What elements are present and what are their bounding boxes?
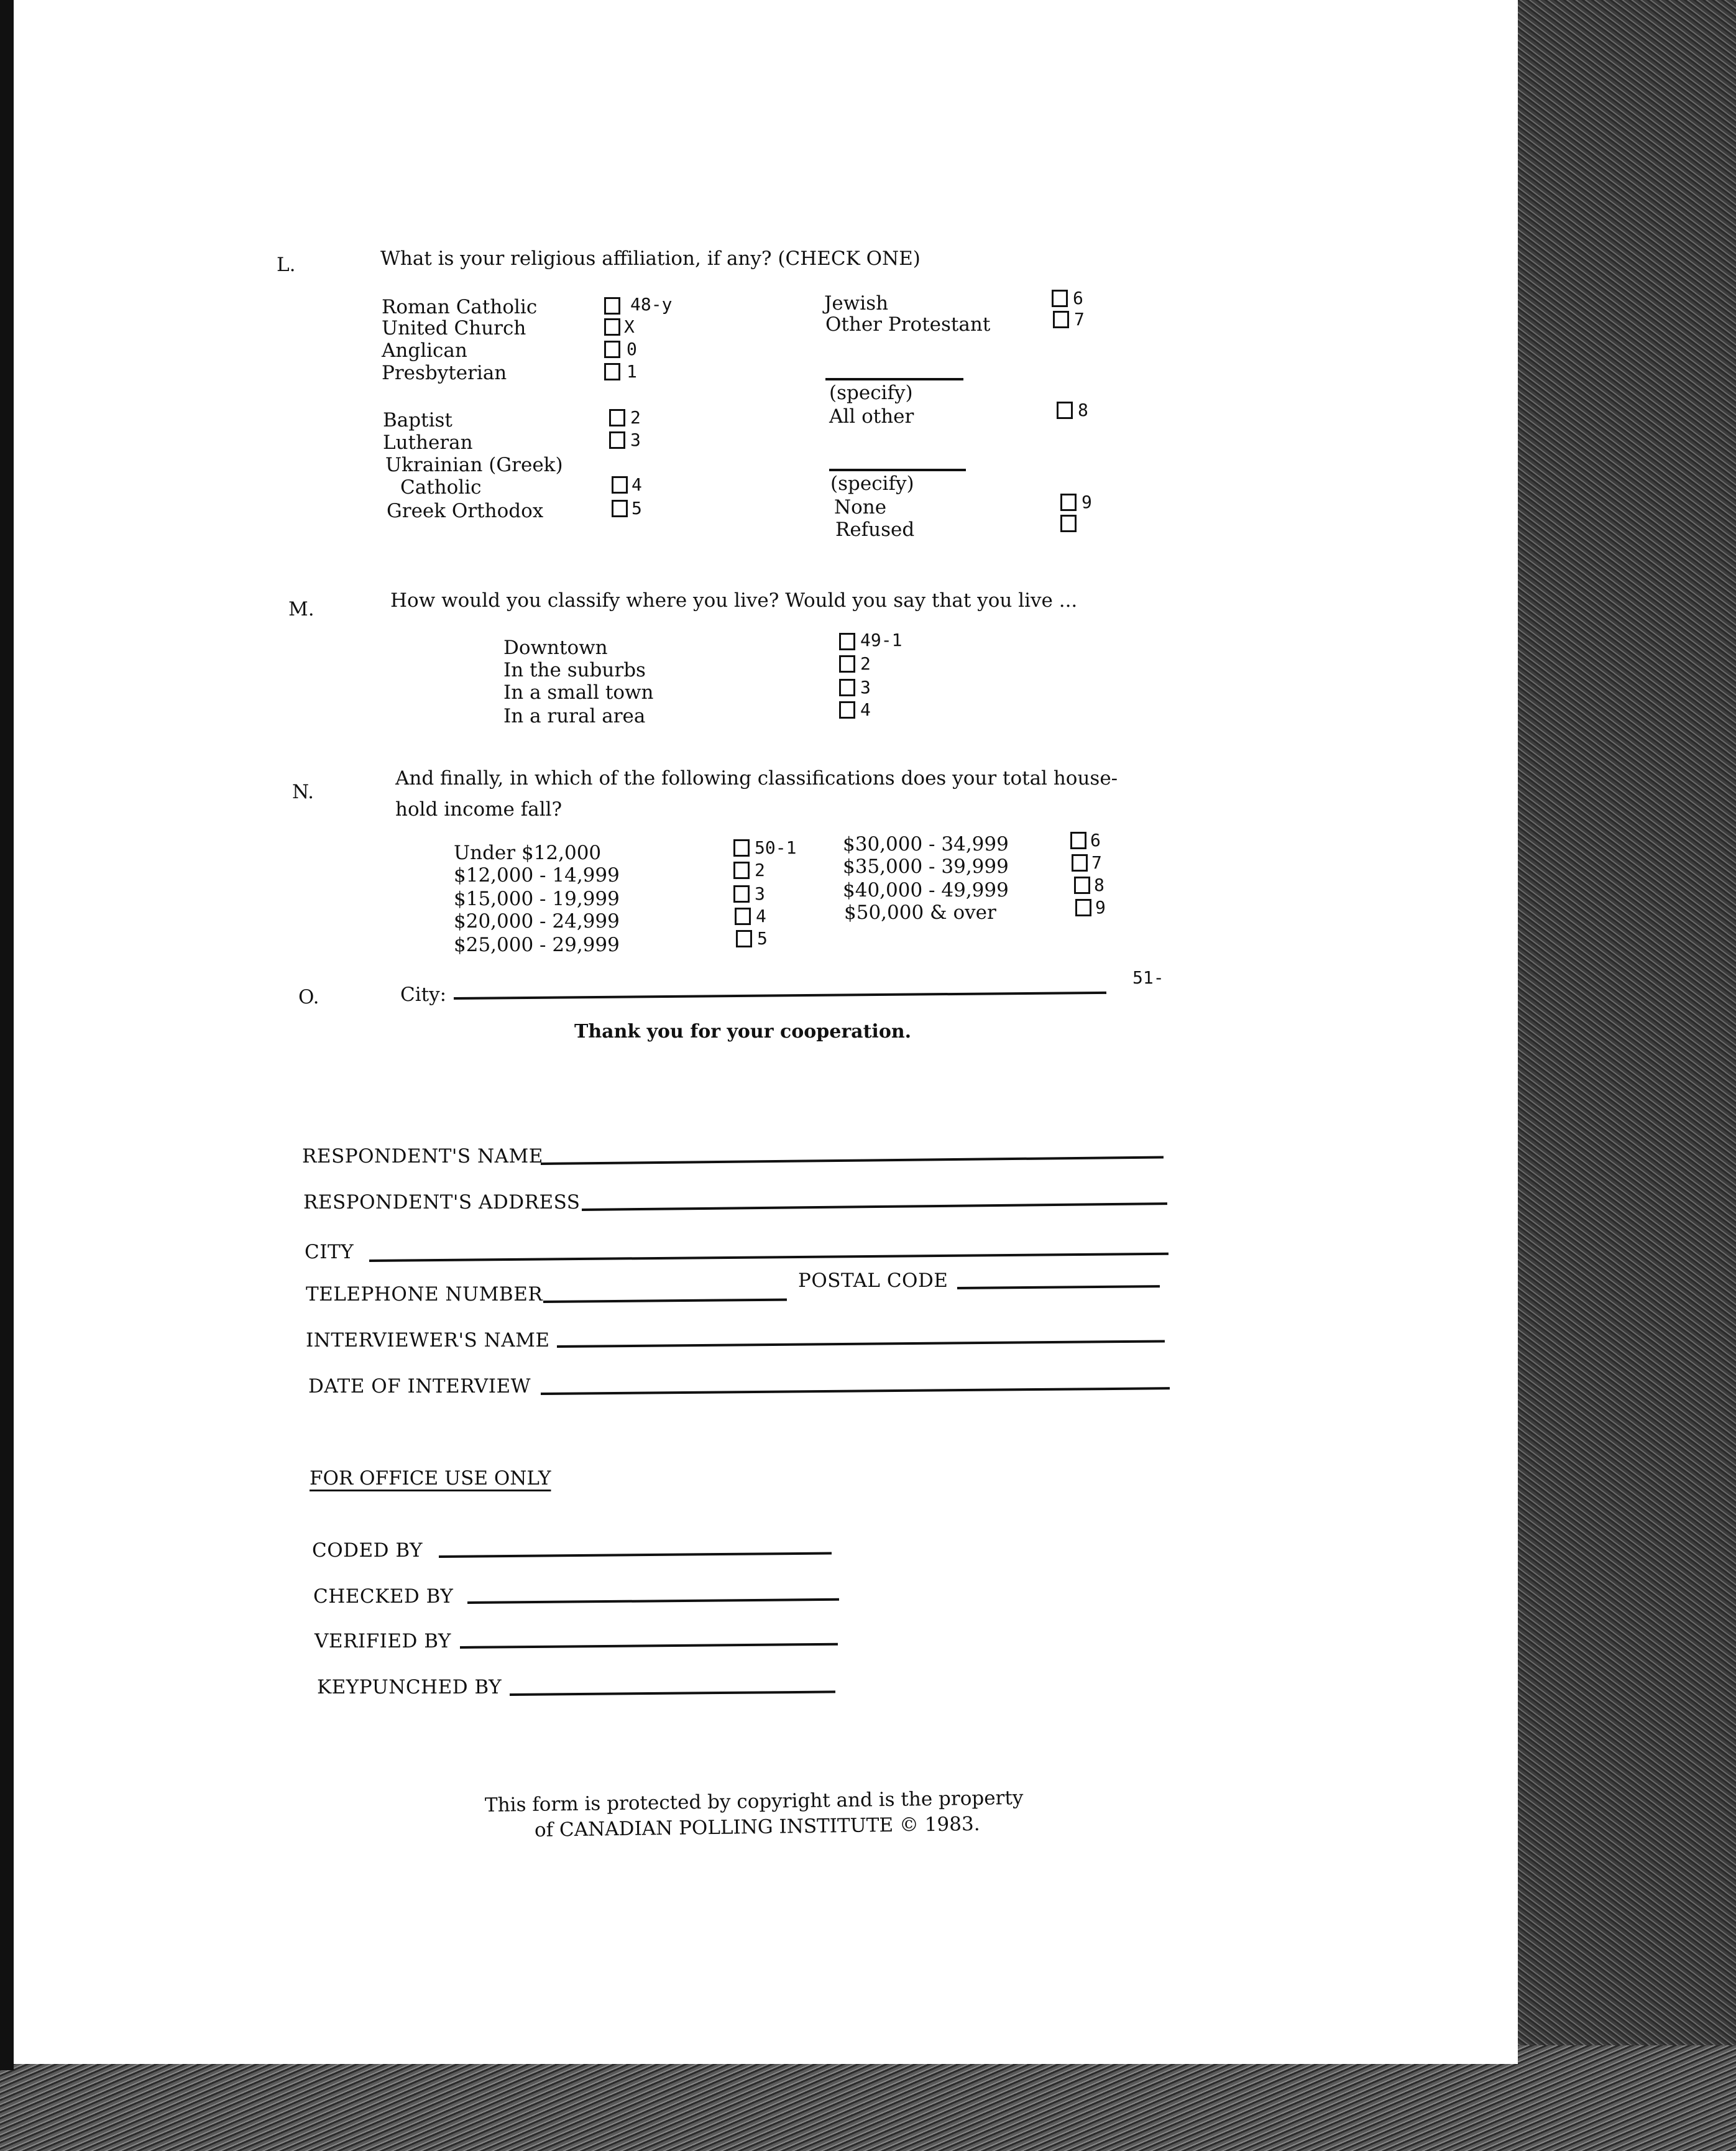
checkbox-25000-29999[interactable] <box>736 930 752 947</box>
checkbox-12000-14999[interactable] <box>733 862 750 879</box>
checkbox-ukrainian-catholic[interactable] <box>612 476 628 494</box>
code-baptist: 2 <box>630 407 641 428</box>
option-roman-catholic: Roman Catholic <box>382 296 538 318</box>
checkbox-greek-orthodox[interactable] <box>612 500 628 517</box>
checkbox-roman-catholic[interactable] <box>604 297 620 315</box>
question-l-text: What is your religious affiliation, if any? (CHECK ONE) <box>380 247 921 270</box>
option-30000-34999: $30,000 - 34,999 <box>843 833 1009 855</box>
option-small-town: In a small town <box>503 681 654 704</box>
code-all-other: 8 <box>1078 400 1088 420</box>
option-lutheran: Lutheran <box>383 431 473 454</box>
option-25000-29999: $25,000 - 29,999 <box>454 934 620 956</box>
city-code: 51- <box>1132 967 1164 988</box>
specify-label-1: (specify) <box>829 382 913 404</box>
option-united-church: United Church <box>382 317 526 339</box>
thank-you-message: Thank you for your cooperation. <box>574 1021 912 1043</box>
option-baptist: Baptist <box>383 409 452 431</box>
code-other-protestant: 7 <box>1074 309 1085 329</box>
city-label: City: <box>400 983 447 1006</box>
checkbox-baptist[interactable] <box>609 409 625 426</box>
checkbox-refused[interactable] <box>1060 515 1077 532</box>
checkbox-under-12000[interactable] <box>733 839 750 857</box>
option-other-protestant: Other Protestant <box>825 313 991 336</box>
code-rural-area: 4 <box>860 699 871 720</box>
option-20000-24999: $20,000 - 24,999 <box>454 910 620 933</box>
option-rural-area: In a rural area <box>503 705 646 727</box>
checkbox-united-church[interactable] <box>604 318 620 336</box>
option-suburbs: In the suburbs <box>503 659 646 681</box>
checkbox-35000-39999[interactable] <box>1072 854 1088 872</box>
checkbox-other-protestant[interactable] <box>1053 311 1069 328</box>
code-greek-orthodox: 5 <box>631 498 642 518</box>
interviewer-name-label: INTERVIEWER'S NAME <box>306 1329 550 1352</box>
code-suburbs: 2 <box>860 653 871 674</box>
question-n-letter: N. <box>292 781 314 803</box>
question-l-letter: L. <box>277 254 296 276</box>
checkbox-all-other[interactable] <box>1057 402 1073 419</box>
checkbox-downtown[interactable] <box>839 633 855 650</box>
option-50000-over: $50,000 & over <box>844 901 996 924</box>
telephone-label: TELEPHONE NUMBER <box>306 1283 543 1306</box>
specify-line-all-other[interactable] <box>829 469 966 471</box>
city-field-label: CITY <box>305 1241 354 1263</box>
code-presbyterian: 1 <box>627 361 637 382</box>
date-of-interview-label: DATE OF INTERVIEW <box>308 1375 531 1398</box>
option-under-12000: Under $12,000 <box>454 842 602 864</box>
code-20000-24999: 4 <box>756 906 766 926</box>
code-50000-over: 9 <box>1095 897 1106 918</box>
checkbox-rural-area[interactable] <box>839 701 855 719</box>
checked-by-label: CHECKED BY <box>313 1585 454 1608</box>
office-use-title: FOR OFFICE USE ONLY <box>310 1467 551 1490</box>
code-jewish: 6 <box>1073 288 1083 308</box>
code-35000-39999: 7 <box>1091 852 1102 873</box>
specify-label-2: (specify) <box>830 472 914 495</box>
checkbox-50000-over[interactable] <box>1075 899 1091 916</box>
checkbox-anglican[interactable] <box>604 341 620 358</box>
code-downtown: 49-1 <box>860 630 902 650</box>
verified-by-label: VERIFIED BY <box>315 1630 451 1652</box>
code-roman-catholic: 48-y <box>630 294 673 315</box>
question-n-text-line1: And finally, in which of the following classifications does your total house- <box>395 767 1118 790</box>
option-refused: Refused <box>835 518 915 541</box>
code-small-town: 3 <box>860 677 871 698</box>
checkbox-40000-49999[interactable] <box>1074 877 1090 894</box>
code-united-church: X <box>624 316 635 337</box>
code-under-12000: 50-1 <box>755 837 797 858</box>
copyright-line-1: This form is protected by copyright and is the property <box>484 1786 1024 1817</box>
option-presbyterian: Presbyterian <box>382 362 507 384</box>
checkbox-small-town[interactable] <box>839 679 855 696</box>
specify-line-other-protestant[interactable] <box>825 378 963 380</box>
code-15000-19999: 3 <box>755 883 765 904</box>
respondent-address-label: RESPONDENT'S ADDRESS <box>303 1191 581 1214</box>
copyright-line-2: of CANADIAN POLLING INSTITUTE © 1983. <box>534 1812 980 1841</box>
option-anglican: Anglican <box>382 339 467 362</box>
code-30000-34999: 6 <box>1090 830 1101 850</box>
option-40000-49999: $40,000 - 49,999 <box>843 879 1009 901</box>
question-m-text: How would you classify where you live? Would you say that you live ... <box>390 589 1078 612</box>
code-anglican: 0 <box>627 339 637 359</box>
option-none: None <box>834 496 887 518</box>
option-12000-14999: $12,000 - 14,999 <box>454 864 620 887</box>
checkbox-30000-34999[interactable] <box>1070 832 1086 849</box>
postal-code-label: POSTAL CODE <box>798 1269 948 1292</box>
option-15000-19999: $15,000 - 19,999 <box>454 888 620 910</box>
code-12000-14999: 2 <box>755 860 765 880</box>
keypunched-by-label: KEYPUNCHED BY <box>317 1676 502 1698</box>
question-n-text-line2: hold income fall? <box>395 798 563 821</box>
option-downtown: Downtown <box>503 637 608 659</box>
checkbox-jewish[interactable] <box>1052 290 1068 307</box>
option-ukrainian-catholic: Catholic <box>400 476 482 499</box>
coded-by-label: CODED BY <box>312 1539 423 1562</box>
code-ukrainian-catholic: 4 <box>631 474 642 495</box>
checkbox-15000-19999[interactable] <box>733 885 750 903</box>
respondent-name-label: RESPONDENT'S NAME <box>302 1145 543 1168</box>
checkbox-20000-24999[interactable] <box>735 908 751 925</box>
question-m-letter: M. <box>288 598 315 620</box>
option-35000-39999: $35,000 - 39,999 <box>843 855 1009 878</box>
checkbox-lutheran[interactable] <box>609 431 625 449</box>
option-all-other: All other <box>829 405 914 428</box>
option-greek-orthodox: Greek Orthodox <box>387 500 544 522</box>
checkbox-presbyterian[interactable] <box>604 363 620 380</box>
checkbox-suburbs[interactable] <box>839 655 855 673</box>
code-25000-29999: 5 <box>757 928 768 949</box>
checkbox-none[interactable] <box>1060 494 1077 511</box>
option-jewish: Jewish <box>824 292 889 315</box>
option-ukrainian-greek: Ukrainian (Greek) <box>385 454 563 476</box>
binding-edge <box>0 0 14 2070</box>
code-none: 9 <box>1082 492 1092 512</box>
code-lutheran: 3 <box>630 430 641 450</box>
code-40000-49999: 8 <box>1094 875 1105 895</box>
question-o-letter: O. <box>298 986 319 1008</box>
